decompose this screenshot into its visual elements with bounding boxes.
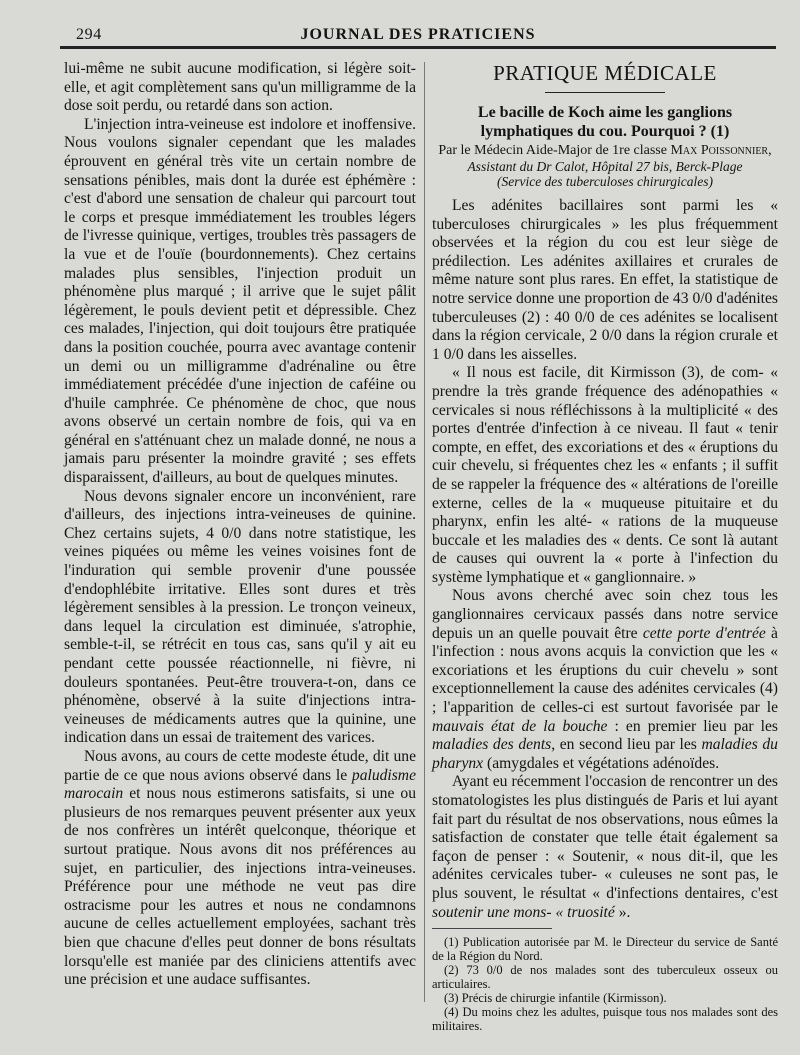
paragraph: Les adénites bacillaires sont parmi les « tuberculoses chirurgicales » les plus fréquemment observées et la région du cou est leur siège de prédilection. Les adénites axillaires et crurales de même nature sont plus rares. En effet, la statistique de notre service donne une proportion de 43 0/0 d'adénites tuberculeuses (2) : 40 0/0 de ces adénites se localisent dans la région cervicale, 2 0/0 dans la région crurale et 1 0/0 dans les aisselles. — [432, 197, 778, 363]
paragraph — [432, 587, 778, 773]
text-run: : en premier lieu par les — [607, 717, 778, 735]
running-title: JOURNAL DES PRATICIENS — [300, 26, 536, 43]
italic-run: soutenir une mons- « truosité — [432, 903, 615, 921]
affiliation: Assistant du Dr Calot, Hôpital 27 bis, Berck-Plage — [467, 159, 743, 174]
text-run: (amygdales et végétations adénoïdes. — [483, 754, 720, 772]
text-run: et nous nous estimerons satisfaits, si une ou plusieurs de nos remarques peuvent présenter aux yeux de nos confrères un intérêt quelconque, théorique et surtout pratique. Nous avons dit nos préférences au sujet, en particulier, des injections intra-veineuses. Préférence pour une méthode ne veut pas dire ostracisme pour les autres et nous ne condamnons aucune de celles actuellement employées, sachant très bien que chacune d'elles peut donner de bons résultats lorsqu'elle est maniée par des cliniciens attentifs avec une précision et une audace suffisantes. — [64, 785, 416, 989]
footnote: (1) Publication autorisée par M. le Directeur du service de Santé de la Région du Nord. — [432, 935, 778, 964]
section-rule — [545, 92, 665, 93]
italic-run: cette porte d'entrée — [642, 624, 766, 642]
footnote: (2) 73 0/0 de nos malades sont des tuberculeux osseux ou articulaires. — [432, 963, 778, 992]
footnote: (4) Du moins chez les adultes, puisque tous nos malades sont des militaires. — [432, 1005, 778, 1034]
byline-prefix: Par le Médecin Aide-Major de 1re classe — [438, 143, 671, 158]
paragraph: L'injection intra-veineuse est indolore et inoffensive. Nous voulons signaler cependant que les malades éprouvent en général très vite un certain nombre de sensations pénibles, mais dont la durée est éphémère : c'est d'abord une sensation de chaleur qui parcourt tout le corps et presque immédiatement les troubles légers de l'ivresse quinique, vertiges, troubles très passagers de la vue et de l'ouïe (bourdonnements). Chez certains malades plus sensibles, l'injection produit un phénomène plus marqué ; il arrive que le sujet pâlit légèrement, le pouls devient petit et dépressible. Chez ces malades, l'injection, qui doit toujours être pratiquée dans la position couchée, pourra avec avantage contenir un demi ou un milligramme d'adrénaline ou être immédiatement précédée d'une injection de caféine ou d'huile camphrée. Ce phénomène de choc, que nous avons observé un certain nombre de fois, qui va en général en s'atténuant chez un malade donné, ne nous a jamais paru présenter la moindre gravité ; ses effets disparaissent, d'ailleurs, au bout de quelques minutes. — [64, 115, 416, 487]
affiliation-service: (Service des tuberculoses chirurgicales) — [496, 174, 714, 189]
footnote: (3) Précis de chirurgie infantile (Kirmisson). — [444, 991, 667, 1006]
paragraph: Nous devons signaler encore un inconvénient, rare d'ailleurs, des injections intra-veineuses de quinine. Chez certains sujets, 4 0/0 dans notre statistique, les veines piquées ou même les veines voisines font de l'induration qui semble provenir d'une poussée d'endophlébite irritative. Elles sont dures et très légèrement sensibles à la pression. Le tronçon veineux, dans lequel la circulation est diminuée, s'atrophie, semble-t-il, se rétrécit en tous cas, sans qu'il y ait eu pendant cette poussée réactionnelle, ni fièvre, ni douleurs spontanées. Peut-être trouvera-t-on, dans ce phénomène, observé à la suite d'injections intra-veineuses de médicaments autres que la quinine, une indication dans un essai de traitement des varices. — [64, 487, 416, 747]
header-rule — [60, 46, 776, 49]
text-run: Ayant eu récemment l'occasion de rencontrer un des stomatologistes les plus distingués de Paris et lui ayant fait part du résultat de nos observations, nous eûmes la satisfaction de constater que telle était également sa façon de penser : « Soutenir, « nous dit-il, que les adénites cervicales tuber- « culeuses ne sont pas, le plus souvent, le résultat « d'infections dentaires, c'est — [432, 773, 778, 902]
text-run: Nous avons, au cours de cette modeste étude, dit une partie de ce que nous avions observé dans le — [64, 747, 416, 784]
left-column — [64, 60, 416, 990]
footnote-rule — [432, 928, 552, 929]
paragraph — [64, 748, 416, 990]
page-number: 294 — [76, 26, 102, 43]
article-title: Le bacille de Koch aime les ganglions lymphatiques du cou. Pourquoi ? (1) — [477, 104, 733, 140]
column-divider — [424, 62, 425, 1002]
page-header — [62, 22, 774, 44]
section-title: PRATIQUE MÉDICALE — [493, 61, 717, 85]
right-column — [432, 60, 778, 1033]
text-run: ». — [614, 903, 631, 921]
footnotes — [432, 935, 778, 1033]
byline — [432, 143, 778, 159]
quotation: « Il nous est facile, dit Kirmisson (3), de com- « prendre la très grande fréquence des adénopathies « cervicales si nous réfléchissons à la multiplicité « des portes d'entrée d'infection à ce niveau. Il faut « tenir compte, en effet, des excoriations et des « éruptions du cuir chevelu, si fréquentes chez les « enfants ; il suffit de se rappeler la fréquence des « altérations de l'oreille externe, celles de la « muqueuse pituitaire et du pharynx, enfin les alté- « rations de la muqueuse buccale et les maladies des « dents. Ce sont là autant de causes qui ouvrent la « porte à l'infection du système lymphatique et « ganglionnaire. » — [432, 364, 778, 586]
italic-run: paludisme marocain — [64, 766, 416, 803]
text-run: Nous avons cherché avec soin chez tous les ganglionnaires cervicaux passés dans notre service depuis un an quelle pouvait être — [432, 587, 778, 642]
italic-run: maladies des dents — [432, 736, 552, 754]
text-run: , en second lieu par les — [551, 736, 702, 754]
paragraph — [432, 773, 778, 922]
author-name: Max Poissonnier, — [670, 143, 772, 158]
italic-run: maladies du pharynx — [432, 736, 778, 772]
paragraph: lui-même ne subit aucune modification, si légère soit-elle, et agit complètement sans qu'un milligramme de la dose soit perdu, ou retardé dans son action. — [64, 60, 416, 115]
italic-run: mauvais état de la bouche — [432, 717, 608, 735]
text-run: à l'infection : nous avons acquis la conviction que les « excoriations et les éruptions du cuir chevelu » sont exceptionnellement la cause des adénites cervicales (4) ; l'apparition de celles-ci est surtout favorisée par le — [432, 624, 778, 717]
